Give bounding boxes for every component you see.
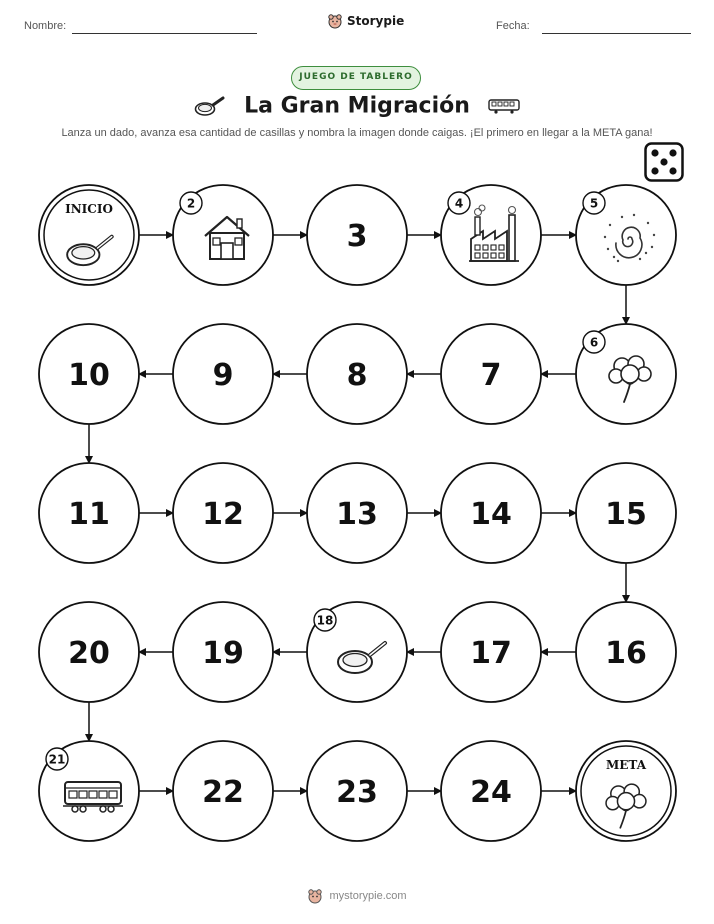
space-number: 22 bbox=[202, 775, 244, 810]
board-space[interactable] bbox=[441, 185, 541, 285]
brand-name: Storypie bbox=[347, 14, 405, 28]
board-space[interactable] bbox=[173, 741, 273, 841]
footer-url: mystorypie.com bbox=[329, 890, 407, 902]
board-space[interactable] bbox=[39, 741, 139, 841]
board-space[interactable] bbox=[173, 602, 273, 702]
board-space[interactable] bbox=[576, 324, 676, 424]
board-space[interactable] bbox=[307, 324, 407, 424]
space-number: 15 bbox=[605, 497, 647, 532]
board-space[interactable] bbox=[173, 324, 273, 424]
title-text: La Gran Migración bbox=[244, 93, 470, 119]
board-space[interactable] bbox=[307, 602, 407, 702]
board-space[interactable] bbox=[173, 185, 273, 285]
space-number: 8 bbox=[346, 358, 368, 393]
board-space[interactable] bbox=[576, 602, 676, 702]
board-space[interactable] bbox=[576, 185, 676, 285]
board-space[interactable] bbox=[307, 741, 407, 841]
space-number: 12 bbox=[202, 497, 244, 532]
space-number: 7 bbox=[480, 358, 502, 393]
space-label: META bbox=[605, 758, 647, 772]
space-circle bbox=[39, 185, 139, 285]
space-number: 3 bbox=[346, 219, 368, 254]
space-number: 13 bbox=[336, 497, 378, 532]
space-start[interactable] bbox=[39, 185, 139, 285]
space-number: 14 bbox=[470, 497, 512, 532]
board-space[interactable] bbox=[173, 463, 273, 563]
board-space[interactable] bbox=[576, 463, 676, 563]
space-label: INICIO bbox=[65, 202, 113, 216]
board-space[interactable] bbox=[441, 741, 541, 841]
date-label: Fecha: bbox=[496, 20, 530, 32]
space-number: 20 bbox=[68, 636, 110, 671]
board-space[interactable] bbox=[441, 602, 541, 702]
space-number: 21 bbox=[48, 752, 66, 767]
space-number: 23 bbox=[336, 775, 378, 810]
name-label: Nombre: bbox=[24, 20, 67, 32]
space-number: 24 bbox=[470, 775, 512, 810]
space-number: 2 bbox=[186, 196, 196, 211]
space-number: 9 bbox=[212, 358, 234, 393]
brand-mascot-icon bbox=[307, 888, 323, 904]
footer bbox=[0, 888, 714, 904]
space-number: 19 bbox=[202, 636, 244, 671]
space-finish[interactable] bbox=[576, 741, 676, 841]
space-number: 11 bbox=[68, 497, 110, 532]
board-space[interactable] bbox=[307, 185, 407, 285]
space-number: 10 bbox=[68, 358, 110, 393]
board-space[interactable] bbox=[39, 602, 139, 702]
space-number: 16 bbox=[605, 636, 647, 671]
space-number: 6 bbox=[589, 335, 599, 350]
board-space[interactable] bbox=[307, 463, 407, 563]
board-space[interactable] bbox=[39, 463, 139, 563]
space-number: 18 bbox=[316, 613, 334, 628]
category-badge: JUEGO DE TABLERO bbox=[291, 66, 421, 90]
instructions: Lanza un dado, avanza esa cantidad de casillas y nombra la imagen donde caigas. ¡El primero en llegar a la META gana! bbox=[61, 127, 653, 139]
space-number: 4 bbox=[454, 196, 464, 211]
space-number: 5 bbox=[589, 196, 599, 211]
board-space[interactable] bbox=[441, 324, 541, 424]
board-space[interactable] bbox=[441, 463, 541, 563]
space-number: 17 bbox=[470, 636, 512, 671]
board-space[interactable] bbox=[39, 324, 139, 424]
